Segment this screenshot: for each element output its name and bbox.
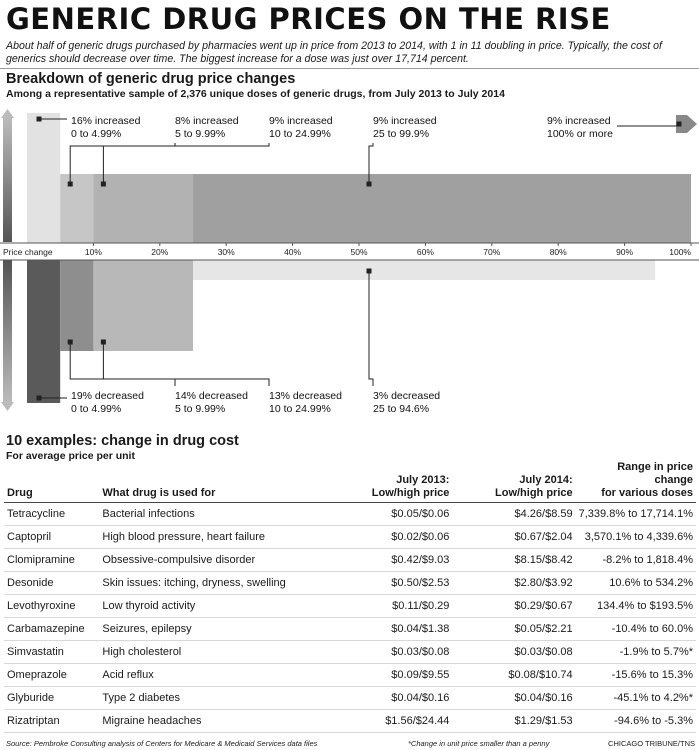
drug-name-cell: Carbamazepine — [4, 618, 99, 641]
drug-name-cell: Tetracycline — [4, 503, 99, 526]
price-2013-cell: $0.05/$0.06 — [333, 503, 452, 526]
price-2013-cell: $0.04/$0.16 — [333, 687, 452, 710]
header-range — [576, 460, 696, 503]
x-tick-label: 50% — [350, 247, 368, 257]
increase-label-range-4: 25 to 99.9% — [373, 128, 430, 140]
price-2014-cell: $0.04/$0.16 — [452, 687, 575, 710]
drug-use-cell: Type 2 diabetes — [99, 687, 333, 710]
table-row — [4, 503, 696, 526]
header-price-2013-line2: Low/high price — [371, 487, 450, 499]
breakdown-title: Breakdown of generic drug price changes — [6, 71, 296, 87]
price-range-cell: -8.2% to 1,818.4% — [576, 549, 696, 572]
decrease-marker-1 — [37, 396, 42, 401]
x-tick-label: 40% — [284, 247, 302, 257]
header-use: What drug is used for — [99, 460, 333, 503]
price-range-cell: 10.6% to 534.2% — [576, 572, 696, 595]
increase-label-share-2: 8% increased — [175, 115, 239, 127]
price-range-cell: 3,570.1% to 4,339.6% — [576, 526, 696, 549]
credit-line: CHICAGO TRIBUNE/TNS — [608, 739, 695, 748]
decrease-label-range-4: 25 to 94.6% — [373, 403, 430, 415]
table-row — [4, 618, 696, 641]
table-row — [4, 641, 696, 664]
examples-title: 10 examples: change in drug cost — [6, 433, 239, 449]
drug-name-cell: Clomipramine — [4, 549, 99, 572]
price-2014-cell: $8.15/$8.42 — [452, 549, 575, 572]
x-tick-label: 30% — [217, 247, 235, 257]
increase-bar-1 — [27, 113, 60, 243]
decrease-arrow — [1, 260, 14, 411]
increase-marker-2 — [68, 182, 73, 187]
increase-label-range-1: 0 to 4.99% — [71, 128, 122, 140]
x-tick-label: 70% — [483, 247, 501, 257]
x-tick-label: 90% — [616, 247, 634, 257]
decrease-bar-1 — [27, 260, 60, 403]
price-2014-cell: $0.67/$2.04 — [452, 526, 575, 549]
source-note: Source: Pembroke Consulting analysis of Centers for Medicare & Medicaid Services data files — [6, 739, 318, 748]
x-axis-title: Price change — [3, 247, 53, 257]
price-range-cell: -10.4% to 60.0% — [576, 618, 696, 641]
increase-label-range-2: 5 to 9.99% — [175, 128, 226, 140]
x-tick-label: 60% — [416, 247, 434, 257]
table-row — [4, 549, 696, 572]
table-row — [4, 687, 696, 710]
drug-name-cell: Levothyroxine — [4, 595, 99, 618]
headline: GENERIC DRUG PRICES ON THE RISE — [6, 2, 611, 36]
increase-bar-4 — [193, 174, 691, 243]
drug-use-cell: Bacterial infections — [99, 503, 333, 526]
decrease-marker-4 — [367, 269, 372, 274]
x-tick-label: 20% — [151, 247, 169, 257]
table-header-row — [4, 460, 696, 503]
increase-label-share-1: 16% increased — [71, 115, 141, 127]
x-tick-label: 80% — [549, 247, 567, 257]
header-price-2014-line1: July 2014: — [519, 474, 573, 486]
price-range-cell: -1.9% to 5.7%* — [576, 641, 696, 664]
increase-label-share-5: 9% increased — [547, 115, 611, 127]
table-row — [4, 526, 696, 549]
price-2014-cell: $0.08/$10.74 — [452, 664, 575, 687]
drug-name-cell: Simvastatin — [4, 641, 99, 664]
price-2013-cell: $0.02/$0.06 — [333, 526, 452, 549]
header-drug: Drug — [4, 460, 99, 503]
breakdown-subtitle: Among a representative sample of 2,376 unique doses of generic drugs, from July 2013 to July 2014 — [6, 88, 505, 100]
increase-bar-2 — [60, 174, 93, 243]
price-2013-cell: $0.04/$1.38 — [333, 618, 452, 641]
examples-subtitle: For average price per unit — [6, 450, 135, 462]
price-2013-cell: $0.03/$0.08 — [333, 641, 452, 664]
decrease-bar-3 — [93, 260, 193, 351]
table-row — [4, 710, 696, 733]
divider — [0, 68, 699, 69]
increase-label-range-5: 100% or more — [547, 128, 613, 140]
increase-label-share-3: 9% increased — [269, 115, 333, 127]
deck-text: About half of generic drugs purchased by pharmacies went up in price from 2013 to 2014, with 1 in 11 doubling in price. Typically, the cost of generics should decrease over time. The biggest increase for a dose was just over 17,714 percent. — [6, 40, 663, 65]
drug-name-cell: Captopril — [4, 526, 99, 549]
increase-marker-4 — [367, 182, 372, 187]
table-row — [4, 664, 696, 687]
header-price-2013 — [333, 460, 452, 503]
price-range-cell: -15.6% to 15.3% — [576, 664, 696, 687]
price-2014-cell: $1.29/$1.53 — [452, 710, 575, 733]
increase-label-share-4: 9% increased — [373, 115, 437, 127]
x-tick-label: 10% — [84, 247, 102, 257]
price-range-cell: 7,339.8% to 17,714.1% — [576, 503, 696, 526]
footnote: *Change in unit price smaller than a penny — [408, 739, 550, 748]
decrease-label-share-4: 3% decreased — [373, 390, 441, 402]
decrease-label-share-2: 14% decreased — [175, 390, 248, 402]
drug-use-cell: Seizures, epilepsy — [99, 618, 333, 641]
price-range-cell: 134.4% to $193.5% — [576, 595, 696, 618]
price-2014-cell: $0.05/$2.21 — [452, 618, 575, 641]
drug-use-cell: High blood pressure, heart failure — [99, 526, 333, 549]
table-row — [4, 595, 696, 618]
price-2013-cell: $0.42/$9.03 — [333, 549, 452, 572]
drug-name-cell: Desonide — [4, 572, 99, 595]
drug-use-cell: Migraine headaches — [99, 710, 333, 733]
price-2014-cell: $4.26/$8.59 — [452, 503, 575, 526]
header-range-line1: Range in price change — [617, 461, 693, 486]
price-change-chart — [0, 100, 699, 420]
drug-name-cell: Omeprazole — [4, 664, 99, 687]
drug-cost-table — [4, 460, 696, 733]
drug-use-cell: Skin issues: itching, dryness, swelling — [99, 572, 333, 595]
header-price-2014-line2: Low/high price — [495, 487, 573, 499]
x-tick-label: 100% — [669, 247, 691, 257]
drug-name-cell: Glyburide — [4, 687, 99, 710]
increase-marker-3 — [101, 182, 106, 187]
price-2013-cell: $0.50/$2.53 — [333, 572, 452, 595]
decrease-marker-2 — [68, 340, 73, 345]
decrease-label-range-1: 0 to 4.99% — [71, 403, 122, 415]
header-price-2013-line1: July 2013: — [396, 474, 450, 486]
drug-name-cell: Rizatriptan — [4, 710, 99, 733]
decrease-label-share-1: 19% decreased — [71, 390, 144, 402]
price-2013-cell: $0.09/$9.55 — [333, 664, 452, 687]
decrease-bar-2 — [60, 260, 93, 351]
price-2014-cell: $2.80/$3.92 — [452, 572, 575, 595]
header-range-line2: for various doses — [601, 487, 693, 499]
price-2014-cell: $0.29/$0.67 — [452, 595, 575, 618]
header-price-2014 — [452, 460, 575, 503]
decrease-label-range-3: 10 to 24.99% — [269, 403, 331, 415]
increase-marker-1 — [37, 117, 42, 122]
decrease-label-range-2: 5 to 9.99% — [175, 403, 226, 415]
drug-use-cell: Obsessive-compulsive disorder — [99, 549, 333, 572]
increase-label-range-3: 10 to 24.99% — [269, 128, 331, 140]
price-range-cell: -45.1% to 4.2%* — [576, 687, 696, 710]
increase-arrow — [1, 109, 14, 242]
drug-use-cell: Low thyroid activity — [99, 595, 333, 618]
price-2013-cell: $0.11/$0.29 — [333, 595, 452, 618]
increase-bar-3 — [93, 174, 193, 243]
decrease-bar-4 — [193, 260, 655, 280]
decrease-label-share-3: 13% decreased — [269, 390, 342, 402]
increase-marker-5 — [677, 122, 682, 127]
price-range-cell: -94.6% to -5.3% — [576, 710, 696, 733]
decrease-marker-3 — [101, 340, 106, 345]
price-2014-cell: $0.03/$0.08 — [452, 641, 575, 664]
table-row — [4, 572, 696, 595]
drug-use-cell: Acid reflux — [99, 664, 333, 687]
price-2013-cell: $1.56/$24.44 — [333, 710, 452, 733]
decrease-leader-4 — [369, 271, 373, 386]
drug-use-cell: High cholesterol — [99, 641, 333, 664]
